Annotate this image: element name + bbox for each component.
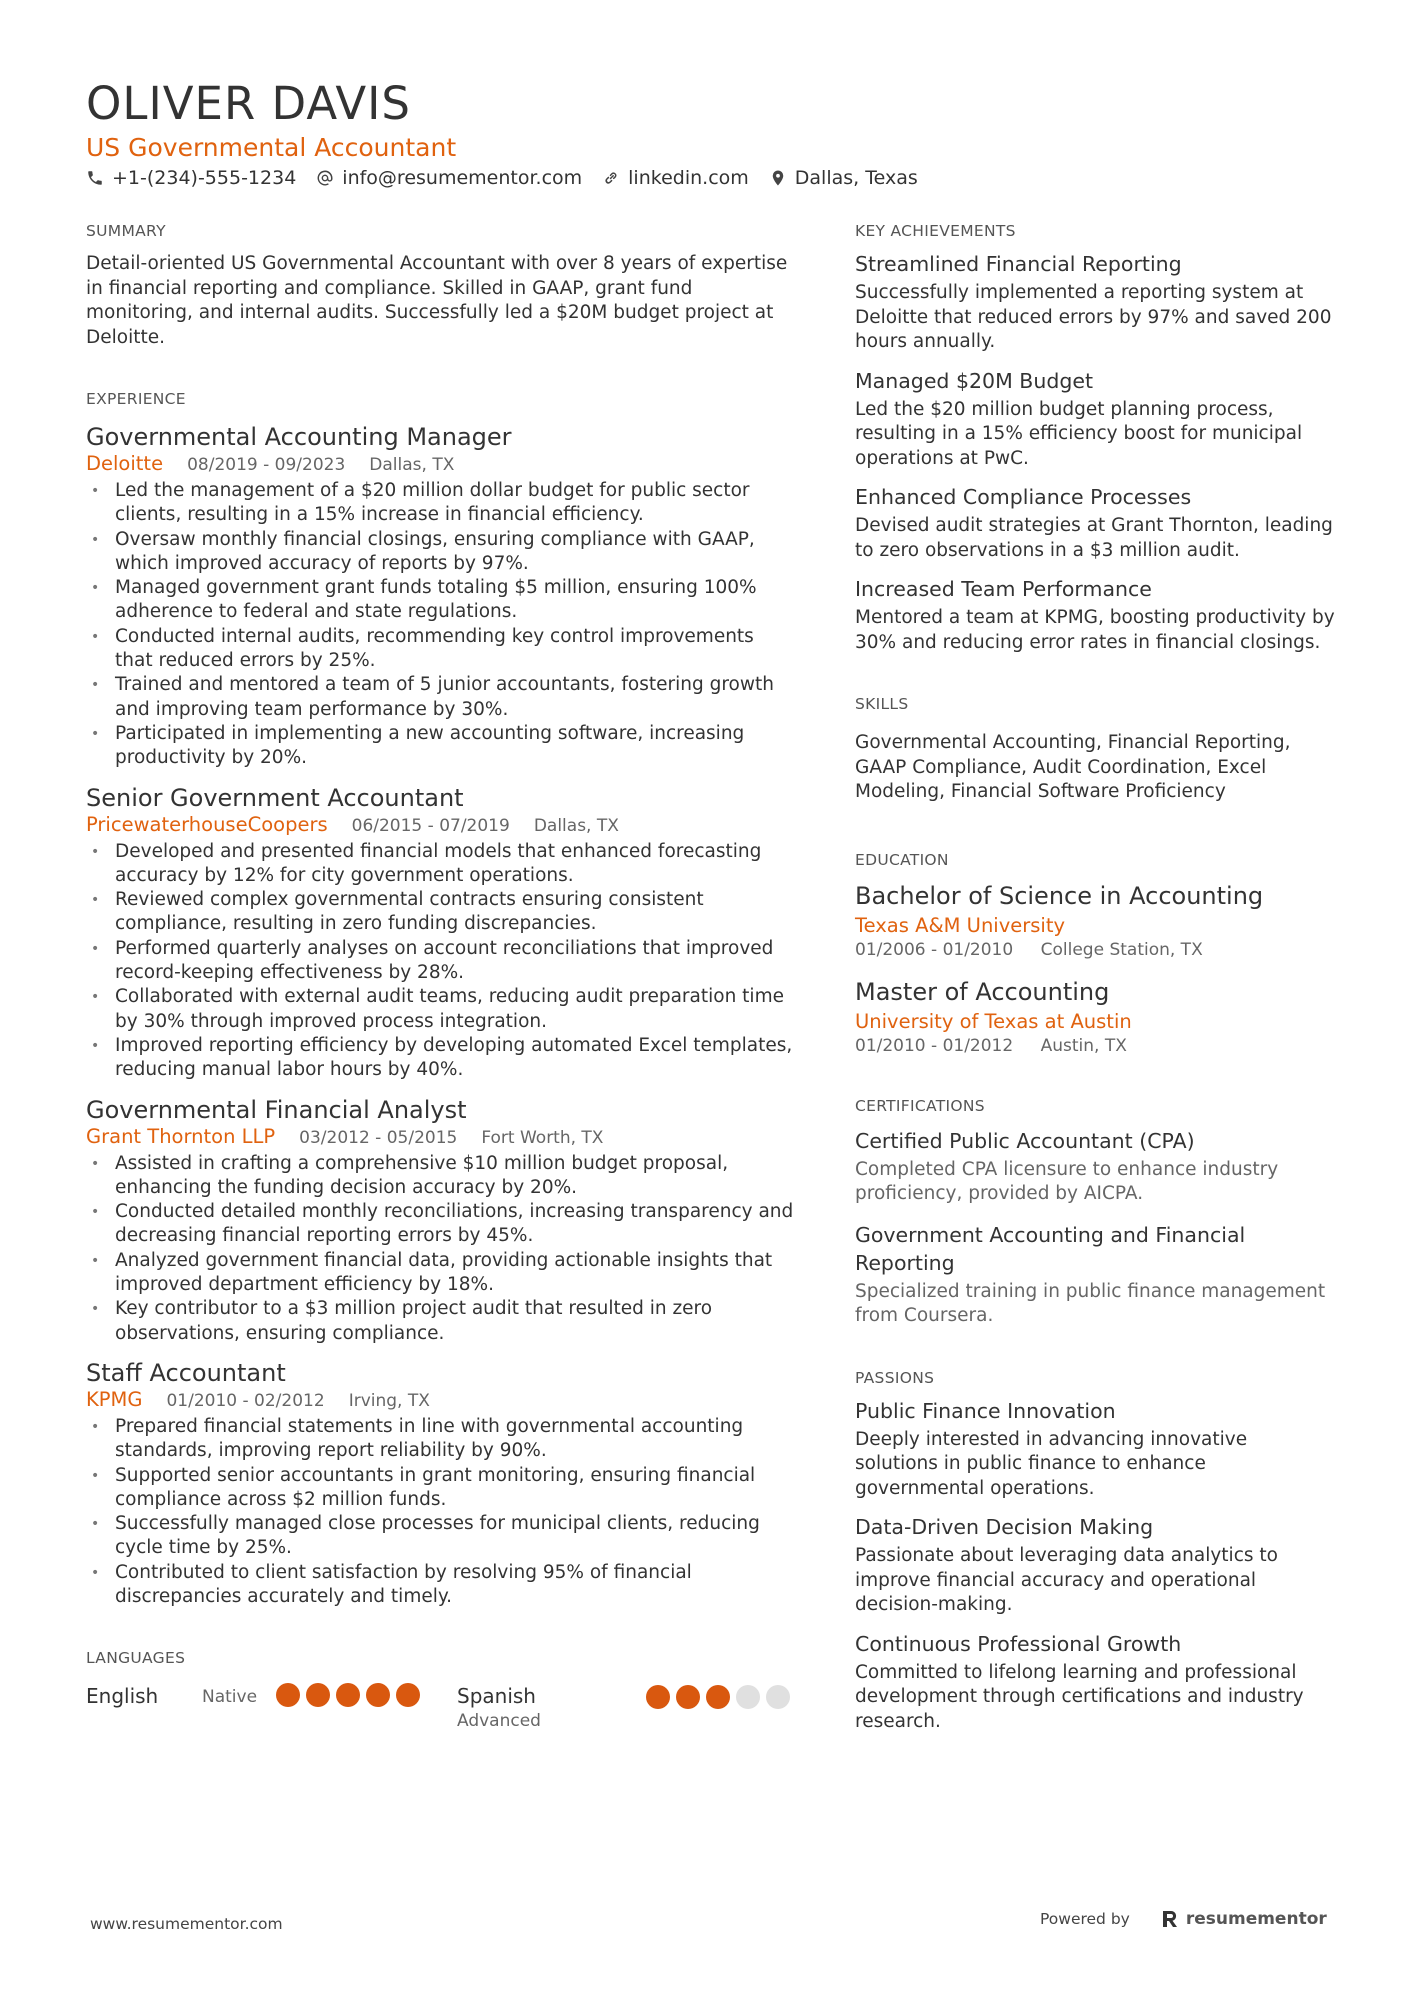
job-bullet: • Trained and mentored a team of 5 junior accountants, fostering growth and improving team performance by 30%. bbox=[86, 673, 796, 722]
job-bullets bbox=[86, 1415, 796, 1609]
language-name: Spanish bbox=[457, 1684, 536, 1709]
job-bullets bbox=[86, 1152, 796, 1346]
education-degree: Master of Accounting bbox=[855, 977, 1110, 1006]
job-location: Fort Worth, TX bbox=[481, 1127, 604, 1148]
achievement-item bbox=[855, 250, 1335, 355]
achievement-title: Increased Team Performance bbox=[855, 577, 1152, 601]
achievements-section bbox=[855, 220, 1335, 655]
job-bullet: • Successfully managed close processes for municipal clients, reducing cycle time by 25%. bbox=[86, 1512, 796, 1561]
passion-text: Committed to lifelong learning and professional development through certifications and industry research. bbox=[855, 1661, 1304, 1732]
passion-title: Data-Driven Decision Making bbox=[855, 1515, 1154, 1539]
language-level: Native bbox=[202, 1687, 258, 1708]
certification-title: Government Accounting and Financial Reporting bbox=[855, 1222, 1246, 1275]
job-bullet: • Key contributor to a $3 million project audit that resulted in zero observations, ensuring compliance. bbox=[86, 1297, 796, 1346]
job-meta bbox=[86, 813, 796, 838]
education-school: Texas A&M University bbox=[855, 913, 1066, 937]
experience-heading: EXPERIENCE bbox=[86, 390, 186, 408]
right-column bbox=[855, 220, 1335, 1734]
phone-icon bbox=[86, 169, 104, 187]
job-dates: 06/2015 - 07/2019 bbox=[351, 815, 510, 836]
job-dates: 01/2010 - 02/2012 bbox=[166, 1390, 325, 1411]
education-section bbox=[855, 849, 1335, 1057]
job-company: Deloitte bbox=[86, 452, 164, 475]
rating-dot-filled bbox=[706, 1685, 730, 1709]
link-icon bbox=[602, 169, 620, 187]
passions-heading: PASSIONS bbox=[855, 1368, 935, 1387]
job-company: Grant Thornton LLP bbox=[86, 1124, 276, 1148]
candidate-name: OLIVER DAVIS bbox=[86, 77, 411, 130]
achievement-title: Managed $20M Budget bbox=[855, 368, 1094, 393]
contact-email[interactable] bbox=[316, 167, 582, 189]
powered-by-label: Powered by bbox=[1040, 1910, 1130, 1928]
education-meta bbox=[855, 1035, 1335, 1057]
job-meta bbox=[86, 452, 796, 477]
passion-item bbox=[855, 1630, 1335, 1735]
language-rating bbox=[646, 1685, 796, 1709]
job-entry bbox=[86, 783, 796, 1083]
job-title: Senior Government Accountant bbox=[86, 783, 464, 812]
certifications-section bbox=[855, 1095, 1335, 1329]
achievement-item bbox=[855, 575, 1335, 655]
languages-heading: LANGUAGES bbox=[86, 1649, 186, 1668]
education-meta bbox=[855, 939, 1335, 961]
achievement-text: Mentored a team at KPMG, boosting productivity by 30% and reducing error rates in financial closings. bbox=[855, 607, 1335, 653]
rating-dot-filled bbox=[676, 1685, 700, 1709]
rating-dot-filled bbox=[366, 1683, 390, 1707]
passions-section bbox=[855, 1367, 1335, 1735]
education-dates: 01/2006 - 01/2010 bbox=[855, 939, 1014, 960]
passion-item bbox=[855, 1397, 1335, 1502]
achievement-text: Successfully implemented a reporting system at Deloitte that reduced errors by 97% and saved 200 hours annually. bbox=[855, 282, 1332, 352]
job-bullet: • Supported senior accountants in grant monitoring, ensuring financial compliance across $2 million funds. bbox=[86, 1464, 796, 1513]
education-school: University of Texas at Austin bbox=[855, 1009, 1132, 1033]
rating-dot-empty bbox=[766, 1685, 790, 1709]
education-dates: 01/2010 - 01/2012 bbox=[855, 1035, 1014, 1056]
education-location: Austin, TX bbox=[1040, 1035, 1127, 1056]
job-bullet: • Conducted detailed monthly reconciliations, increasing transparency and decreasing financial reporting errors by 45%. bbox=[86, 1200, 796, 1249]
contact-bar bbox=[86, 163, 938, 193]
job-bullet: • Contributed to client satisfaction by resolving 95% of financial discrepancies accurately and timely. bbox=[86, 1561, 796, 1610]
job-bullet: • Developed and presented financial models that enhanced forecasting accuracy by 12% for city government operations. bbox=[86, 840, 796, 889]
experience-section bbox=[86, 388, 796, 1609]
footer-website[interactable]: www.resumementor.com bbox=[90, 1915, 283, 1933]
language-rating bbox=[276, 1683, 426, 1707]
language-name: English bbox=[86, 1684, 159, 1709]
certifications-heading: CERTIFICATIONS bbox=[855, 1096, 985, 1115]
job-bullet: • Oversaw monthly financial closings, ensuring compliance with GAAP, which improved accuracy of reports by 97%. bbox=[86, 528, 796, 577]
rating-dot-filled bbox=[646, 1685, 670, 1709]
job-entry bbox=[86, 1358, 796, 1609]
job-company: KPMG bbox=[86, 1387, 143, 1411]
brand-name: resumementor bbox=[1185, 1909, 1327, 1929]
at-icon bbox=[316, 169, 334, 187]
contact-location bbox=[769, 167, 918, 189]
job-dates: 03/2012 - 05/2015 bbox=[299, 1127, 458, 1148]
skills-section bbox=[855, 693, 1335, 805]
job-entry bbox=[86, 1095, 796, 1346]
certification-text: Specialized training in public finance management from Coursera. bbox=[855, 1280, 1326, 1326]
education-item bbox=[855, 881, 1335, 961]
location-text: Dallas, Texas bbox=[794, 167, 918, 189]
contact-phone[interactable] bbox=[86, 167, 296, 189]
passion-text: Deeply interested in advancing innovative solutions in public finance to enhance governmental operations. bbox=[855, 1428, 1248, 1499]
passion-title: Public Finance Innovation bbox=[855, 1398, 1116, 1423]
job-bullet: • Prepared financial statements in line with governmental accounting standards, improving report reliability by 90%. bbox=[86, 1415, 796, 1464]
email-text: info@resumementor.com bbox=[342, 167, 583, 189]
passion-text: Passionate about leveraging data analytics to improve financial accuracy and operational decision-making. bbox=[855, 1545, 1278, 1615]
language-item bbox=[86, 1683, 457, 1709]
job-bullet: • Led the management of a $20 million dollar budget for public sector clients, resulting in a 15% increase in financial efficiency. bbox=[86, 479, 796, 528]
resumementor-logo-icon bbox=[1160, 1909, 1180, 1929]
passion-title: Continuous Professional Growth bbox=[855, 1631, 1182, 1656]
job-location: Dallas, TX bbox=[533, 815, 619, 836]
education-degree: Bachelor of Science in Accounting bbox=[855, 881, 1264, 910]
job-bullet: • Improved reporting efficiency by developing automated Excel templates, reducing manual labor hours by 40%. bbox=[86, 1034, 796, 1083]
job-title: Staff Accountant bbox=[86, 1358, 286, 1387]
job-bullets bbox=[86, 840, 796, 1083]
certification-item bbox=[855, 1221, 1335, 1329]
job-bullet: • Analyzed government financial data, providing actionable insights that improved department efficiency by 18%. bbox=[86, 1249, 796, 1298]
rating-dot-filled bbox=[336, 1683, 360, 1707]
achievement-text: Devised audit strategies at Grant Thornton, leading to zero observations in a $3 million audit. bbox=[855, 515, 1333, 561]
education-item bbox=[855, 977, 1335, 1057]
achievement-title: Streamlined Financial Reporting bbox=[855, 252, 1182, 276]
job-title: Governmental Accounting Manager bbox=[86, 423, 512, 451]
summary-text: Detail-oriented US Governmental Accountant with over 8 years of expertise in financial reporting and compliance. Skilled in GAAP, grant fund monitoring, and internal audits. Successfully led a $20M budget project at Deloitte. bbox=[86, 253, 788, 348]
achievements-heading: KEY ACHIEVEMENTS bbox=[855, 222, 1016, 240]
candidate-role: US Governmental Accountant bbox=[86, 133, 457, 162]
left-column bbox=[86, 220, 796, 1735]
education-heading: EDUCATION bbox=[855, 850, 949, 869]
job-dates: 08/2019 - 09/2023 bbox=[187, 455, 346, 475]
job-bullet: • Performed quarterly analyses on account reconciliations that improved record-keeping effectiveness by 28%. bbox=[86, 937, 796, 986]
achievement-item bbox=[855, 367, 1335, 472]
rating-dot-filled bbox=[396, 1683, 420, 1707]
job-location: Dallas, TX bbox=[369, 455, 455, 475]
job-meta bbox=[86, 1388, 796, 1413]
achievement-text: Led the $20 million budget planning process, resulting in a 15% efficiency boost for municipal operations at PwC. bbox=[855, 398, 1303, 469]
job-company: PricewaterhouseCoopers bbox=[86, 812, 328, 836]
job-bullet: • Reviewed complex governmental contracts ensuring consistent compliance, resulting in zero funding discrepancies. bbox=[86, 888, 796, 937]
job-bullets bbox=[86, 479, 796, 771]
job-bullet: • Participated in implementing a new accounting software, increasing productivity by 20%. bbox=[86, 722, 796, 771]
passion-item bbox=[855, 1513, 1335, 1618]
rating-dot-filled bbox=[306, 1683, 330, 1707]
achievement-title: Enhanced Compliance Processes bbox=[855, 485, 1192, 509]
languages-section bbox=[86, 1647, 796, 1735]
job-meta bbox=[86, 1125, 796, 1150]
language-item bbox=[457, 1683, 796, 1733]
contact-linkedin[interactable] bbox=[602, 167, 749, 189]
job-bullet: • Conducted internal audits, recommending key control improvements that reduced errors by 25%. bbox=[86, 625, 796, 674]
rating-dot-empty bbox=[736, 1685, 760, 1709]
certification-item bbox=[855, 1127, 1335, 1207]
certification-text: Completed CPA licensure to enhance industry proficiency, provided by AICPA. bbox=[855, 1158, 1279, 1204]
rating-dot-filled bbox=[276, 1683, 300, 1707]
achievement-item bbox=[855, 483, 1335, 563]
education-location: College Station, TX bbox=[1040, 939, 1203, 960]
location-pin-icon bbox=[769, 169, 787, 187]
job-bullet: • Collaborated with external audit teams, reducing audit preparation time by 30% through improved process integration. bbox=[86, 985, 796, 1034]
job-entry bbox=[86, 422, 796, 771]
footer-powered bbox=[1040, 1909, 1327, 1929]
languages-row bbox=[86, 1683, 796, 1735]
linkedin-text: linkedin.com bbox=[628, 167, 749, 189]
phone-text: +1-(234)-555-1234 bbox=[112, 167, 297, 189]
skills-heading: SKILLS bbox=[855, 695, 909, 713]
summary-section bbox=[86, 220, 796, 350]
job-bullet: • Managed government grant funds totaling $5 million, ensuring 100% adherence to federal and state regulations. bbox=[86, 576, 796, 625]
skills-text: Governmental Accounting, Financial Reporting, GAAP Compliance, Audit Coordination, Excel Modeling, Financial Software Proficiency bbox=[855, 732, 1291, 802]
job-bullet: • Assisted in crafting a comprehensive $10 million budget proposal, enhancing the funding decision accuracy by 20%. bbox=[86, 1152, 796, 1201]
job-title: Governmental Financial Analyst bbox=[86, 1095, 467, 1124]
summary-heading: SUMMARY bbox=[86, 222, 166, 240]
job-location: Irving, TX bbox=[348, 1390, 430, 1411]
language-level: Advanced bbox=[457, 1711, 541, 1732]
brand-logo[interactable] bbox=[1160, 1909, 1327, 1929]
certification-title: Certified Public Accountant (CPA) bbox=[855, 1128, 1195, 1153]
